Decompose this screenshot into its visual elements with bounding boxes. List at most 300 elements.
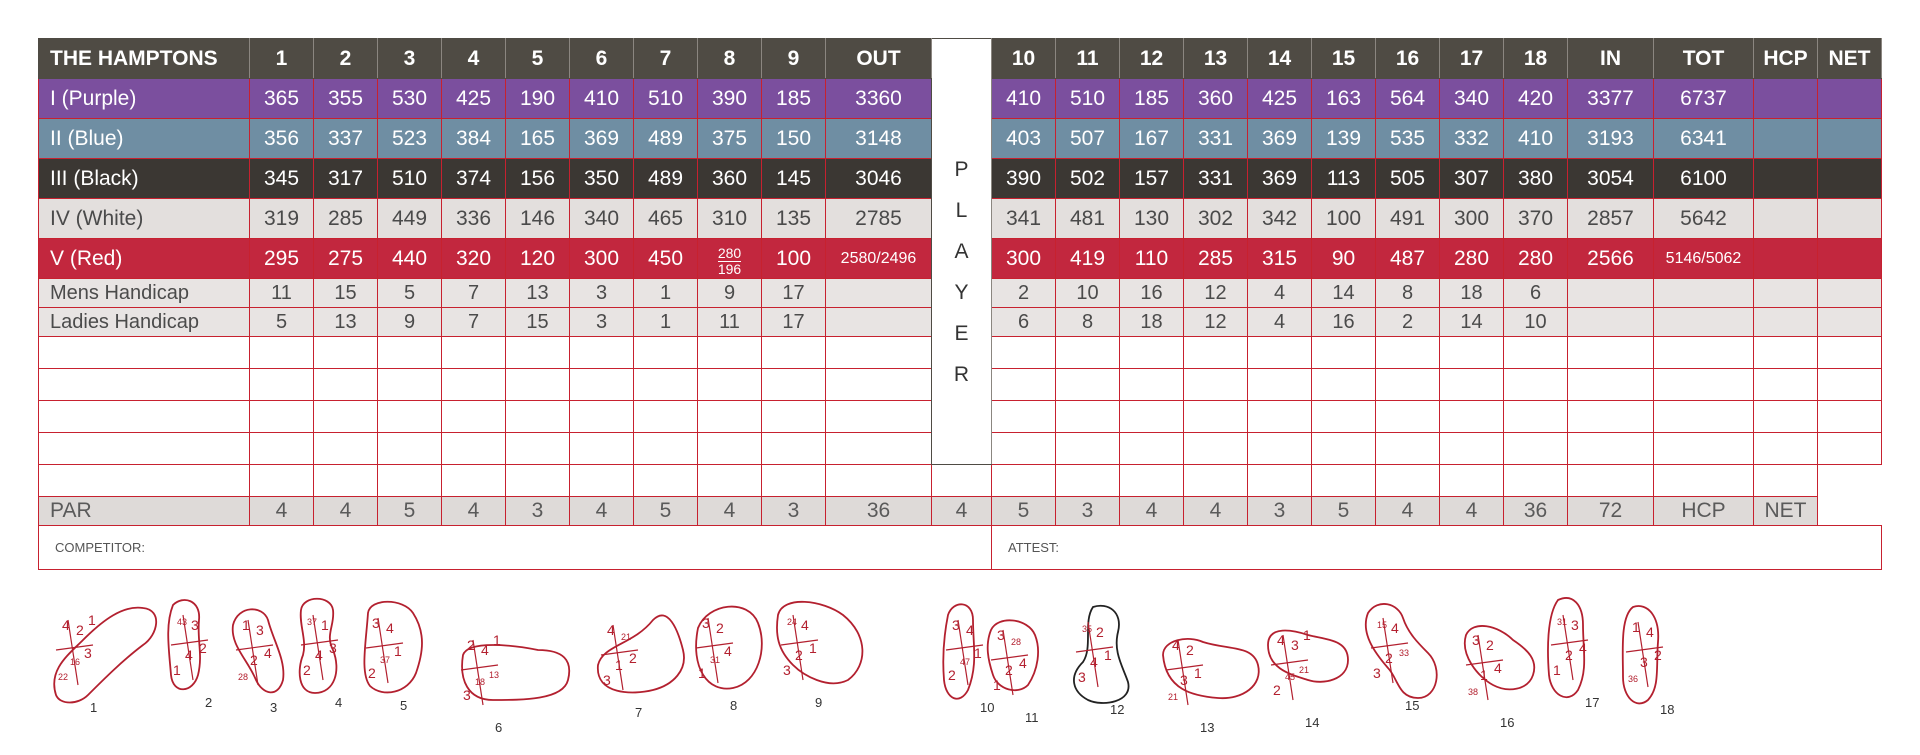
- green-zone-number: 2: [1096, 624, 1104, 640]
- score-cell[interactable]: [1818, 433, 1882, 465]
- net-cell: [1818, 159, 1882, 199]
- green-zone-number: 4: [1646, 624, 1654, 640]
- score-cell[interactable]: [1312, 401, 1376, 433]
- score-cell[interactable]: [442, 401, 506, 433]
- par-cell: 5: [378, 497, 442, 526]
- score-cell[interactable]: [1376, 465, 1440, 497]
- score-cell[interactable]: [1818, 401, 1882, 433]
- green-zone-number: 3: [997, 627, 1005, 643]
- score-cell[interactable]: [378, 433, 442, 465]
- split-yardage: [718, 246, 741, 277]
- green-zone-number: 3: [1571, 617, 1579, 633]
- score-cell[interactable]: [992, 401, 1056, 433]
- yardage-cell: 505: [1376, 159, 1440, 199]
- score-cell[interactable]: [1754, 465, 1818, 497]
- green-zone-number: 2: [1385, 650, 1393, 666]
- yardage-bottom: 196: [717, 261, 742, 277]
- handicap-cell: 16: [1120, 279, 1184, 308]
- net-cell: [1818, 199, 1882, 239]
- par-out: 36: [826, 497, 932, 526]
- par-cell: 4: [1440, 497, 1504, 526]
- score-cell[interactable]: [634, 369, 698, 401]
- score-cell[interactable]: [314, 465, 378, 497]
- score-cell[interactable]: [250, 433, 314, 465]
- hole-number: 3: [378, 39, 442, 79]
- par-net: NET: [1754, 497, 1818, 526]
- yardage-cell: 425: [1248, 79, 1312, 119]
- score-cell[interactable]: [1818, 337, 1882, 369]
- score-cell[interactable]: [826, 369, 932, 401]
- score-cell[interactable]: [1312, 337, 1376, 369]
- net-header: NET: [1818, 39, 1882, 79]
- score-row: [39, 465, 1882, 497]
- green-zone-number: 2: [250, 652, 258, 668]
- yardage-cell: 384: [442, 119, 506, 159]
- green-zone-number: 16: [70, 657, 81, 667]
- green-zone-number: 2: [716, 620, 724, 636]
- yardage-cell: 375: [698, 119, 762, 159]
- score-cell[interactable]: [1120, 401, 1184, 433]
- empty-cell: [1568, 308, 1654, 337]
- score-cell[interactable]: [1120, 465, 1184, 497]
- score-cell[interactable]: [1504, 465, 1568, 497]
- score-cell[interactable]: [634, 337, 698, 369]
- score-cell[interactable]: [1376, 369, 1440, 401]
- par-cell: 5: [992, 497, 1056, 526]
- par-label: PAR: [39, 497, 250, 526]
- score-cell[interactable]: [442, 369, 506, 401]
- score-cell[interactable]: [762, 337, 826, 369]
- score-cell[interactable]: [1184, 337, 1248, 369]
- yardage-cell: 360: [698, 159, 762, 199]
- green-zone-number: 2: [199, 640, 207, 656]
- score-cell[interactable]: [1120, 433, 1184, 465]
- score-cell[interactable]: [1818, 369, 1882, 401]
- score-cell[interactable]: [1440, 401, 1504, 433]
- grand-total: 6341: [1654, 119, 1754, 159]
- score-cell[interactable]: [1376, 337, 1440, 369]
- score-cell[interactable]: [992, 369, 1056, 401]
- hole-number: 7: [634, 39, 698, 79]
- score-cell[interactable]: [1568, 337, 1654, 369]
- score-cell[interactable]: [442, 433, 506, 465]
- score-cell[interactable]: [1248, 433, 1312, 465]
- score-cell[interactable]: [634, 401, 698, 433]
- score-cell[interactable]: [1754, 369, 1818, 401]
- score-cell[interactable]: [1440, 465, 1504, 497]
- yardage-cell: 365: [250, 79, 314, 119]
- green-zone-number: 2: [1005, 662, 1013, 678]
- par-cell: 3: [506, 497, 570, 526]
- net-cell: [1818, 239, 1882, 279]
- score-cell[interactable]: [698, 465, 762, 497]
- green-zone-number: 3: [372, 615, 380, 631]
- green-zone-number: 1: [1104, 647, 1112, 663]
- score-cell[interactable]: [570, 465, 634, 497]
- score-cell[interactable]: [1248, 401, 1312, 433]
- green-zone-number: 1: [493, 632, 501, 648]
- green-zone-number: 33: [1399, 648, 1410, 658]
- handicap-cell: 17: [762, 308, 826, 337]
- handicap-cell: 13: [506, 279, 570, 308]
- out-cell: [826, 279, 932, 308]
- par-cell: 3: [1056, 497, 1120, 526]
- hole-number: 5: [506, 39, 570, 79]
- handicap-cell: 11: [698, 308, 762, 337]
- score-cell[interactable]: [634, 465, 698, 497]
- green-diagram-hole-12: [1074, 606, 1129, 717]
- grand-total: 5146/5062: [1654, 239, 1754, 279]
- score-cell[interactable]: [826, 465, 932, 497]
- score-cell[interactable]: [762, 401, 826, 433]
- score-cell[interactable]: [1376, 401, 1440, 433]
- score-cell[interactable]: [1440, 369, 1504, 401]
- in-header: IN: [1568, 39, 1654, 79]
- green-diagram-hole-16: [1465, 626, 1534, 730]
- grand-total: 5642: [1654, 199, 1754, 239]
- score-cell[interactable]: [762, 465, 826, 497]
- yardage-cell: 165: [506, 119, 570, 159]
- yardage-cell: 100: [762, 239, 826, 279]
- yardage-cell: 360: [1184, 79, 1248, 119]
- green-hole-label: 8: [730, 698, 738, 713]
- green-zone-number: 31: [1557, 617, 1568, 627]
- score-cell[interactable]: [378, 401, 442, 433]
- score-cell[interactable]: [698, 433, 762, 465]
- handicap-cell: 12: [1184, 308, 1248, 337]
- yardage-cell: 356: [250, 119, 314, 159]
- empty-cell: [1654, 279, 1754, 308]
- hole-number: 6: [570, 39, 634, 79]
- yardage-cell: 425: [442, 79, 506, 119]
- score-cell[interactable]: [506, 433, 570, 465]
- score-cell[interactable]: [826, 337, 932, 369]
- handicap-cell: 18: [1440, 279, 1504, 308]
- yardage-cell: 90: [1312, 239, 1376, 279]
- green-diagram-hole-14: [1268, 627, 1348, 730]
- green-diagram-hole-15: [1366, 604, 1437, 713]
- green-zone-number: 45: [1285, 672, 1296, 682]
- score-cell[interactable]: [1312, 465, 1376, 497]
- tee-name: II (Blue): [39, 119, 250, 159]
- green-zone-number: 1: [242, 617, 250, 633]
- yardage-cell: 390: [698, 79, 762, 119]
- green-zone-number: 1: [394, 643, 402, 659]
- green-diagram-hole-7: [598, 615, 684, 720]
- score-cell[interactable]: [762, 433, 826, 465]
- score-cell[interactable]: [506, 337, 570, 369]
- score-cell[interactable]: [506, 401, 570, 433]
- score-cell[interactable]: [442, 465, 506, 497]
- handicap-cell: 2: [992, 279, 1056, 308]
- score-cell[interactable]: [314, 337, 378, 369]
- score-cell[interactable]: [1248, 369, 1312, 401]
- green-zone-number: 2: [1186, 642, 1194, 658]
- handicap-cell: 6: [1504, 279, 1568, 308]
- green-zone-number: 28: [1011, 637, 1022, 647]
- green-zone-number: 38: [1468, 687, 1479, 697]
- green-zone-number: 24: [787, 617, 798, 627]
- score-cell[interactable]: [1312, 369, 1376, 401]
- score-cell[interactable]: [992, 337, 1056, 369]
- green-outline: [1074, 606, 1129, 703]
- green-zone-number: 2: [1654, 647, 1662, 663]
- score-cell[interactable]: [992, 465, 1056, 497]
- par-hcp: HCP: [1654, 497, 1754, 526]
- yardage-cell: 487: [1376, 239, 1440, 279]
- yardage-cell: 502: [1056, 159, 1120, 199]
- score-cell[interactable]: [570, 337, 634, 369]
- score-cell[interactable]: [1568, 369, 1654, 401]
- score-cell[interactable]: [506, 369, 570, 401]
- green-zone-number: 18: [475, 677, 486, 687]
- score-cell[interactable]: [250, 369, 314, 401]
- score-cell[interactable]: [1568, 433, 1654, 465]
- handicap-cell: 4: [1248, 279, 1312, 308]
- score-cell[interactable]: [1654, 465, 1754, 497]
- green-zone-number: 2: [1273, 682, 1281, 698]
- score-cell[interactable]: [1248, 337, 1312, 369]
- score-cell[interactable]: [1754, 433, 1818, 465]
- yardage-cell: 285: [314, 199, 378, 239]
- par-cell: 5: [1312, 497, 1376, 526]
- score-cell[interactable]: [1754, 401, 1818, 433]
- score-cell[interactable]: [570, 369, 634, 401]
- scorecard-table: [38, 38, 1882, 570]
- yardage-cell: 280: [1504, 239, 1568, 279]
- yardage-cell: 185: [1120, 79, 1184, 119]
- score-cell[interactable]: [250, 337, 314, 369]
- score-cell[interactable]: [1056, 465, 1120, 497]
- yardage-cell: 369: [1248, 159, 1312, 199]
- score-cell[interactable]: [1184, 433, 1248, 465]
- score-cell[interactable]: [1184, 369, 1248, 401]
- green-zone-number: 4: [724, 643, 732, 659]
- score-cell[interactable]: [1376, 433, 1440, 465]
- green-hole-label: 15: [1405, 698, 1420, 713]
- yardage-cell: 295: [250, 239, 314, 279]
- player-letter: R: [953, 362, 970, 386]
- out-total: 3046: [826, 159, 932, 199]
- green-zone-number: 1: [88, 612, 96, 628]
- score-cell[interactable]: [698, 369, 762, 401]
- score-cell[interactable]: [1056, 433, 1120, 465]
- score-cell[interactable]: [1312, 433, 1376, 465]
- yardage-cell: 380: [1504, 159, 1568, 199]
- hole-number: 16: [1376, 39, 1440, 79]
- green-zone-number: 21: [1299, 665, 1310, 675]
- green-zone-number: 3: [702, 615, 710, 631]
- player-name-cell[interactable]: [39, 401, 250, 433]
- par-cell: 3: [1248, 497, 1312, 526]
- score-cell[interactable]: [1654, 401, 1754, 433]
- par-cell: 4: [314, 497, 378, 526]
- hole-number: 1: [250, 39, 314, 79]
- handicap-cell: 15: [506, 308, 570, 337]
- yardage-cell: 167: [1120, 119, 1184, 159]
- green-hole-label: 2: [205, 695, 213, 710]
- handicap-cell: 17: [762, 279, 826, 308]
- score-cell[interactable]: [1440, 433, 1504, 465]
- green-zone-number: 3: [1078, 669, 1086, 685]
- green-hole-label: 9: [815, 695, 823, 710]
- player-column: [932, 39, 992, 465]
- green-zone-number: 4: [1277, 632, 1285, 648]
- attest-label[interactable]: ATTEST:: [992, 526, 1882, 570]
- yardage-cell: 315: [1248, 239, 1312, 279]
- green-zone-number: 4: [607, 622, 615, 638]
- score-cell[interactable]: [506, 465, 570, 497]
- handicap-cell: 1: [634, 279, 698, 308]
- handicap-cell: 16: [1312, 308, 1376, 337]
- green-zone-number: 4: [386, 620, 394, 636]
- score-cell[interactable]: [570, 433, 634, 465]
- yardage-cell: 332: [1440, 119, 1504, 159]
- green-hole-label: 3: [270, 700, 278, 715]
- score-cell[interactable]: [1568, 401, 1654, 433]
- tee-name: I (Purple): [39, 79, 250, 119]
- score-cell[interactable]: [1504, 433, 1568, 465]
- green-zone-number: 4: [185, 647, 193, 663]
- green-zone-number: 1: [698, 665, 706, 681]
- tee-name: IV (White): [39, 199, 250, 239]
- green-zone-number: 4: [315, 647, 323, 663]
- score-cell[interactable]: [1120, 369, 1184, 401]
- score-cell[interactable]: [1120, 337, 1184, 369]
- par-cell: 4: [1184, 497, 1248, 526]
- green-zone-number: 4: [1579, 640, 1587, 656]
- yardage-cell: 157: [1120, 159, 1184, 199]
- score-cell[interactable]: [698, 337, 762, 369]
- yardage-cell: 319: [250, 199, 314, 239]
- score-cell[interactable]: [250, 465, 314, 497]
- green-zone-number: 3: [1373, 665, 1381, 681]
- score-cell[interactable]: [1248, 465, 1312, 497]
- yardage-cell: 336: [442, 199, 506, 239]
- green-zone-number: 35: [1082, 624, 1093, 634]
- hole-number: 14: [1248, 39, 1312, 79]
- green-zone-number: 13: [489, 670, 500, 680]
- yardage-cell: 419: [1056, 239, 1120, 279]
- player-name-cell[interactable]: [39, 433, 250, 465]
- score-cell[interactable]: [826, 433, 932, 465]
- score-cell[interactable]: [1754, 337, 1818, 369]
- score-cell[interactable]: [1654, 337, 1754, 369]
- score-cell[interactable]: [314, 401, 378, 433]
- score-cell[interactable]: [932, 465, 992, 497]
- score-cell[interactable]: [1504, 369, 1568, 401]
- score-cell[interactable]: [1654, 433, 1754, 465]
- net-cell: [1818, 79, 1882, 119]
- score-cell[interactable]: [378, 369, 442, 401]
- green-hole-label: 14: [1305, 715, 1320, 730]
- player-name-cell[interactable]: [39, 337, 250, 369]
- handicap-cell: 5: [378, 279, 442, 308]
- score-cell[interactable]: [1654, 369, 1754, 401]
- green-zone-number: 3: [603, 672, 611, 688]
- yardage-cell: 340: [1440, 79, 1504, 119]
- score-cell[interactable]: [762, 369, 826, 401]
- score-cell[interactable]: [1184, 465, 1248, 497]
- hcp-cell: [1754, 159, 1818, 199]
- hcp-cell: [1754, 119, 1818, 159]
- score-cell[interactable]: [992, 433, 1056, 465]
- green-zone-number: 1: [615, 657, 623, 673]
- score-cell[interactable]: [1184, 401, 1248, 433]
- score-cell[interactable]: [314, 369, 378, 401]
- score-cell[interactable]: [378, 337, 442, 369]
- score-cell[interactable]: [1056, 337, 1120, 369]
- green-diagram-hole-1: [54, 608, 156, 715]
- hole-number: 4: [442, 39, 506, 79]
- yardage-cell: 150: [762, 119, 826, 159]
- score-cell[interactable]: [570, 401, 634, 433]
- green-zone-number: 3: [256, 622, 264, 638]
- empty-cell: [1754, 308, 1818, 337]
- handicap-label: Mens Handicap: [39, 279, 250, 308]
- yardage-cell: 530: [378, 79, 442, 119]
- green-hole-label: 17: [1585, 695, 1600, 710]
- score-cell[interactable]: [250, 401, 314, 433]
- score-cell[interactable]: [826, 401, 932, 433]
- yardage-cell: 280: [1440, 239, 1504, 279]
- green-zone-number: 4: [481, 642, 489, 658]
- yardage-cell: 507: [1056, 119, 1120, 159]
- score-cell[interactable]: [1568, 465, 1654, 497]
- course-name: THE HAMPTONS: [39, 39, 250, 79]
- yardage-cell: 420: [1504, 79, 1568, 119]
- player-name-cell[interactable]: [39, 369, 250, 401]
- score-cell[interactable]: [1056, 401, 1120, 433]
- green-zone-number: 1: [809, 640, 817, 656]
- green-zone-number: 3: [1640, 654, 1648, 670]
- yardage-cell: 410: [992, 79, 1056, 119]
- green-zone-number: 1: [1480, 667, 1488, 683]
- green-zone-number: 1: [1553, 662, 1561, 678]
- score-cell[interactable]: [1504, 401, 1568, 433]
- green-diagram-hole-6: [461, 632, 569, 735]
- yardage-cell: 510: [634, 79, 698, 119]
- handicap-cell: 10: [1056, 279, 1120, 308]
- score-cell[interactable]: [1056, 369, 1120, 401]
- score-cell[interactable]: [1504, 337, 1568, 369]
- green-diagrams: [38, 590, 1888, 735]
- handicap-cell: 7: [442, 279, 506, 308]
- competitor-label[interactable]: COMPETITOR:: [39, 526, 992, 570]
- yardage-cell: 113: [1312, 159, 1376, 199]
- handicap-cell: 18: [1120, 308, 1184, 337]
- green-diagram-hole-2: [168, 600, 212, 710]
- score-cell[interactable]: [314, 433, 378, 465]
- score-cell[interactable]: [634, 433, 698, 465]
- hole-number: 10: [992, 39, 1056, 79]
- green-zone-number: 4: [1090, 654, 1098, 670]
- player-name-cell[interactable]: [39, 465, 250, 497]
- handicap-cell: 7: [442, 308, 506, 337]
- par-tot: 72: [1568, 497, 1654, 526]
- handicap-cell: 15: [314, 279, 378, 308]
- green-diagram-hole-8: [696, 607, 762, 713]
- par-row: [39, 497, 1882, 526]
- yardage-cell: 185: [762, 79, 826, 119]
- score-cell[interactable]: [378, 465, 442, 497]
- score-cell[interactable]: [442, 337, 506, 369]
- green-zone-number: 22: [58, 672, 69, 682]
- green-zone-number: 1: [993, 677, 1001, 693]
- yardage-cell: 146: [506, 199, 570, 239]
- score-cell[interactable]: [1440, 337, 1504, 369]
- score-cell[interactable]: [698, 401, 762, 433]
